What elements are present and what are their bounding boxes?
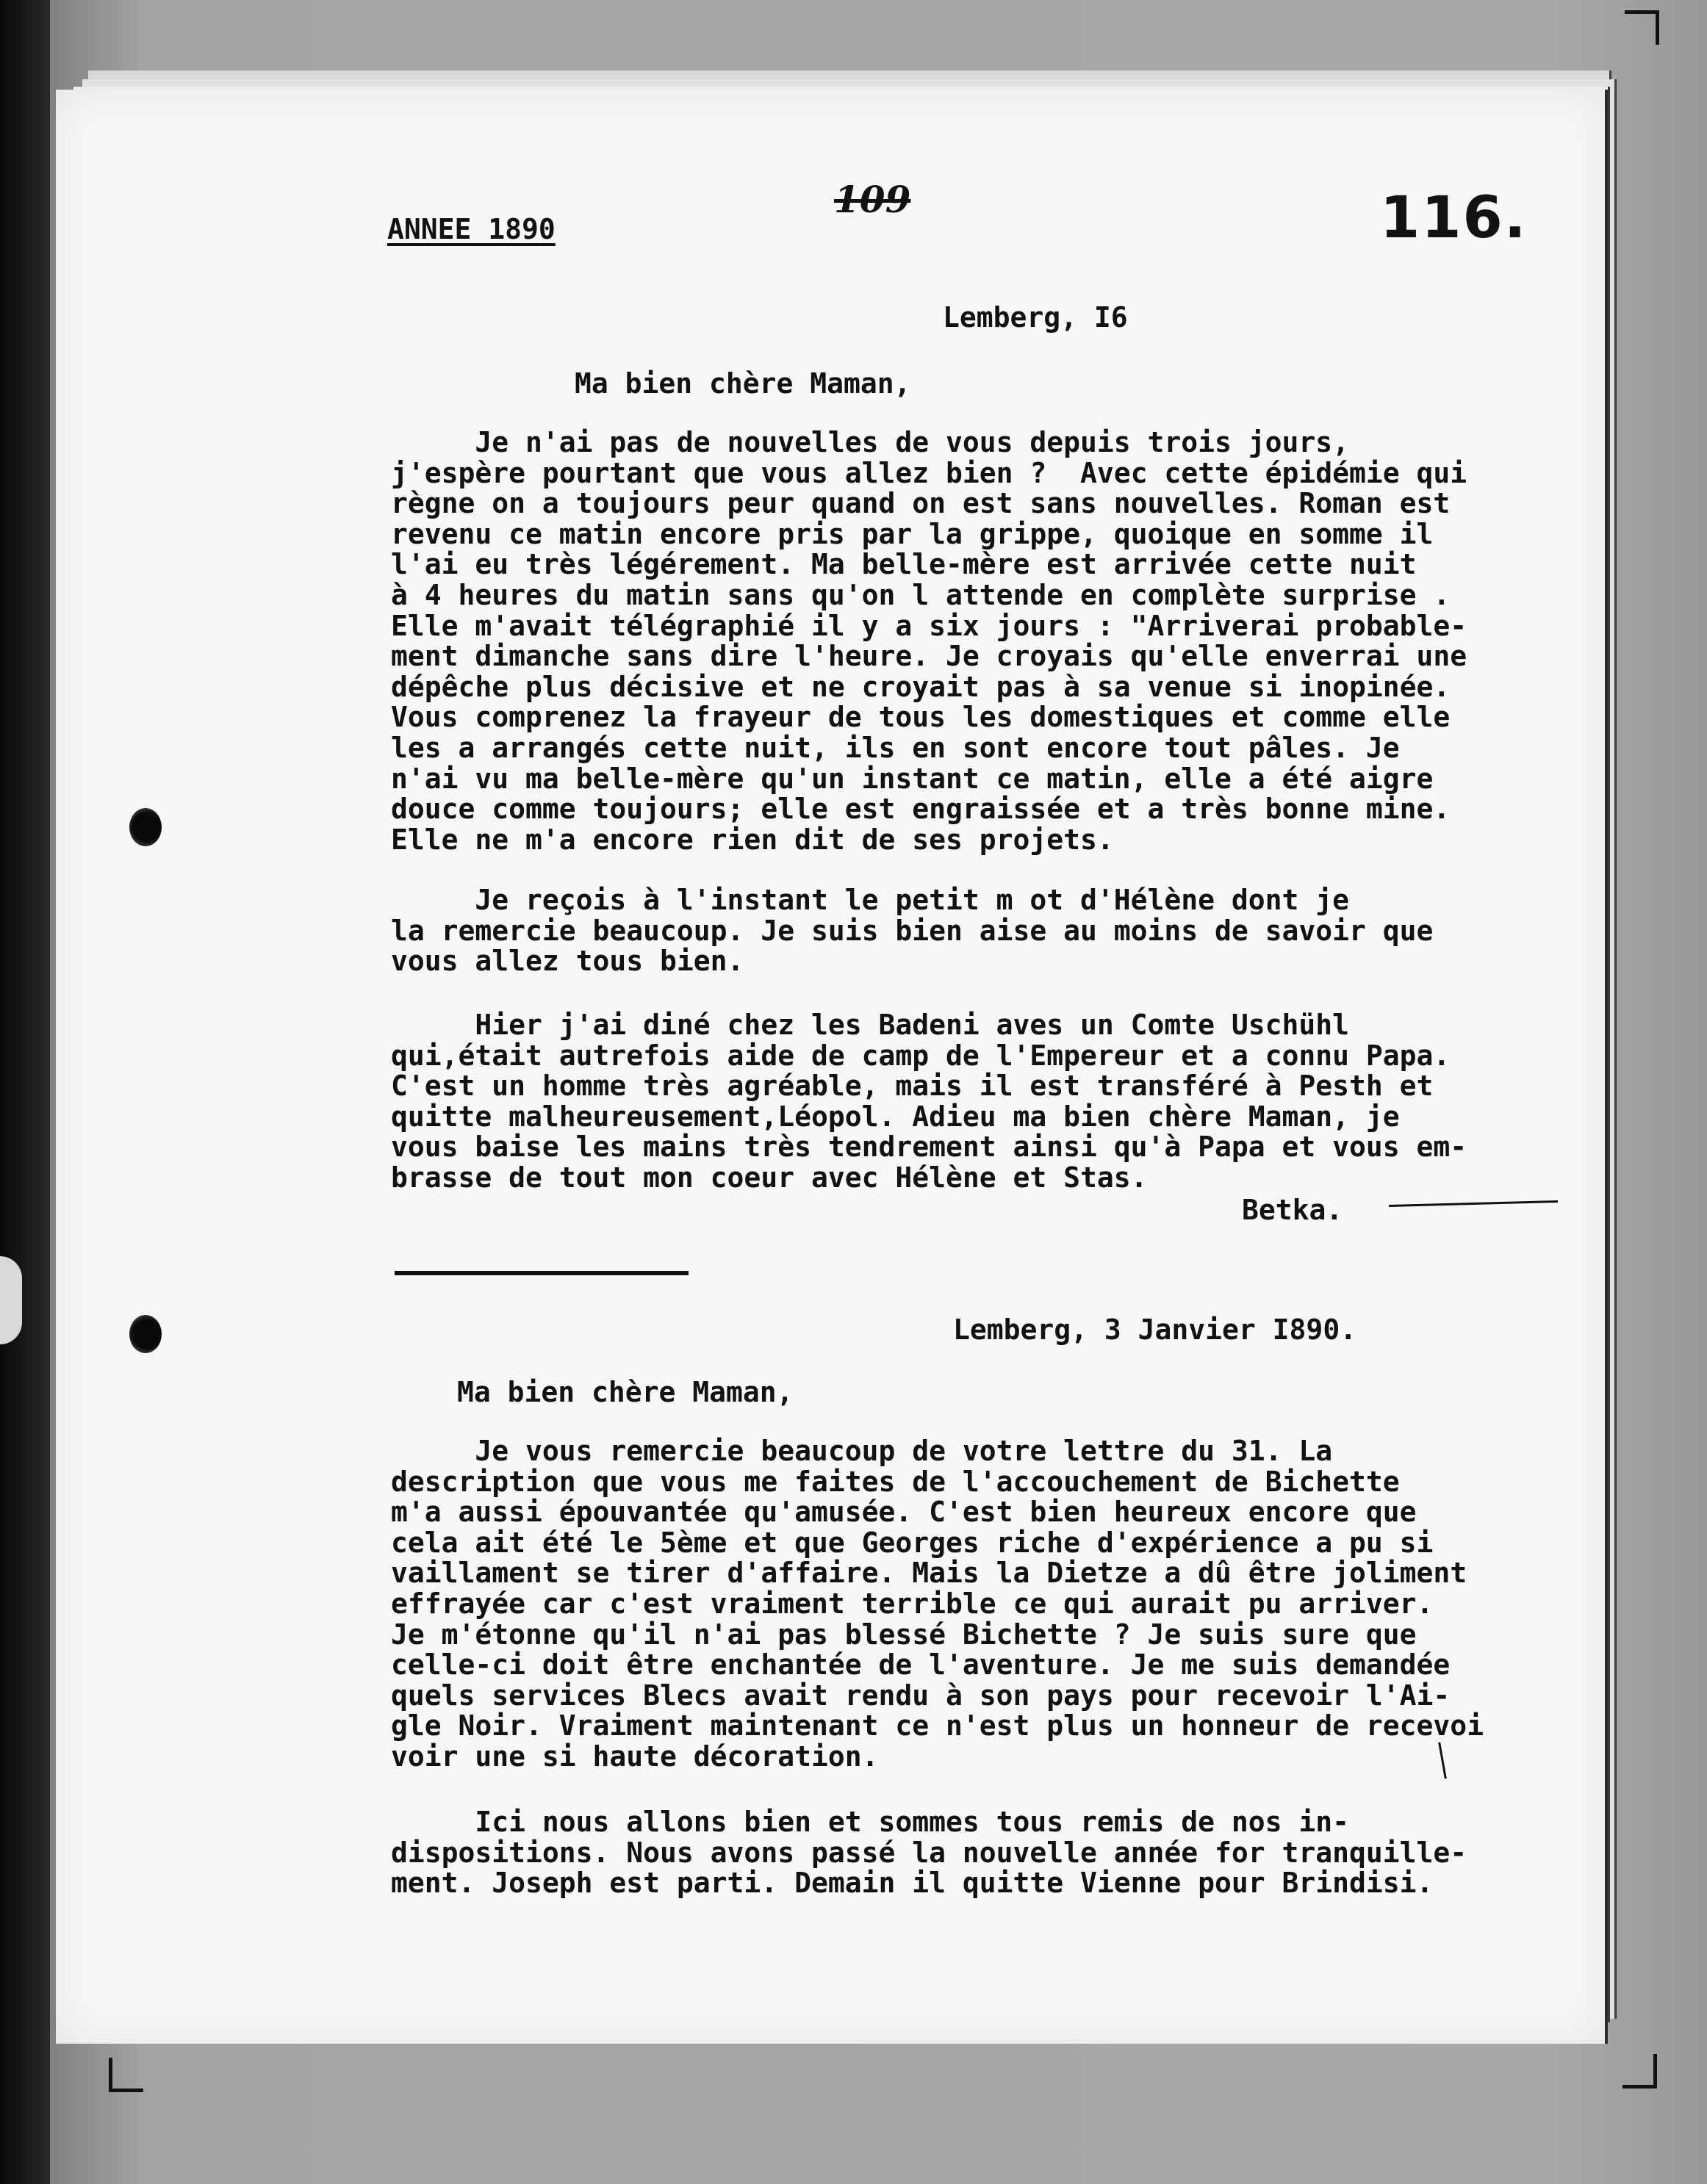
- text-line: Je m'étonne qu'il n'ai pas blessé Bichette ? Je suis sure que: [391, 1618, 1417, 1651]
- text-line: Je n'ai pas de nouvelles de vous depuis trois jours,: [391, 426, 1350, 458]
- text-line: qui,était autrefois aide de camp de l'Empereur et a connu Papa.: [391, 1039, 1451, 1072]
- year-header: ANNEE 1890: [387, 213, 556, 245]
- text-line: vous allez tous bien.: [391, 945, 744, 978]
- letter-1-paragraph-3: [391, 1010, 1596, 1194]
- text-line: vous baise les mains très tendrement ainsi qu'à Papa et vous em-: [391, 1131, 1467, 1164]
- text-line: dispositions. Nous avons passé la nouvelle année for tranquille-: [391, 1836, 1467, 1869]
- text-line: les a arrangés cette nuit, ils en sont encore tout pâles. Je: [391, 731, 1400, 764]
- text-line: celle-ci doit être enchantée de l'aventure. Je me suis demandée: [391, 1648, 1451, 1682]
- struck-folio-number: 109: [834, 178, 911, 221]
- text-line: ment. Joseph est parti. Demain il quitte Vienne pour Brindisi.: [391, 1867, 1434, 1900]
- text-line: quitte malheureusement,Léopol. Adieu ma bien chère Maman, je: [391, 1100, 1400, 1133]
- letter-1-signature: Betka.: [1242, 1194, 1343, 1226]
- text-line: à 4 heures du matin sans qu'on l attende en complète surprise .: [391, 578, 1451, 611]
- letter-2-paragraph-2: [391, 1807, 1596, 1899]
- letter-2-paragraph-1: [391, 1436, 1596, 1773]
- text-line: effrayée car c'est vraiment terrible ce qui aurait pu arriver.: [391, 1587, 1434, 1620]
- letter-1-salutation: Ma bien chère Maman,: [575, 367, 911, 400]
- text-line: ment dimanche sans dire l'heure. Je croyais qu'elle enverrai une: [391, 640, 1467, 673]
- text-line: Ici nous allons bien et sommes tous remis de nos in-: [391, 1806, 1350, 1838]
- letter-2-dateline: Lemberg, 3 Janvier I890.: [953, 1313, 1357, 1346]
- text-line: Hier j'ai diné chez les Badeni aves un Comte Uschühl: [391, 1009, 1350, 1041]
- text-line: dépêche plus décisive et ne croyait pas à sa venue si inopinée.: [391, 670, 1451, 703]
- letter-1-dateline: Lemberg, I6: [943, 301, 1128, 334]
- text-line: règne on a toujours peur quand on est sans nouvelles. Roman est: [391, 487, 1451, 520]
- text-line: voir une si haute décoration.: [391, 1740, 879, 1773]
- text-line: C'est un homme très agréable, mais il est transféré à Pesth et: [391, 1070, 1434, 1103]
- text-line: m'a aussi épouvantée qu'amusée. C'est bien heureux encore que: [391, 1496, 1417, 1529]
- text-line: quels services Blecs avait rendu à son pays pour recevoir l'Ai-: [391, 1679, 1451, 1712]
- text-line: vaillament se tirer d'affaire. Mais la Dietze a dû être joliment: [391, 1557, 1467, 1590]
- text-line: l'ai eu très légérement. Ma belle-mère est arrivée cette nuit: [391, 548, 1417, 581]
- text-line: gle Noir. Vraiment maintenant ce n'est plus un honneur de recevoi: [391, 1709, 1484, 1742]
- text-line: la remercie beaucoup. Je suis bien aise au moins de savoir que: [391, 914, 1434, 947]
- handwritten-stroke: [1389, 1200, 1558, 1207]
- letter-2-salutation: Ma bien chère Maman,: [457, 1376, 794, 1408]
- text-line: Elle ne m'a encore rien dit de ses projets.: [391, 823, 1114, 856]
- text-line: n'ai vu ma belle-mère qu'un instant ce matin, elle a été aigre: [391, 762, 1434, 795]
- text-line: Je reçois à l'instant le petit m ot d'Hélène dont je: [391, 884, 1350, 916]
- text-line: douce comme toujours; elle est engraissée et a très bonne mine.: [391, 793, 1451, 826]
- text-line: Je vous remercie beaucoup de votre lettre du 31. La: [391, 1435, 1333, 1467]
- text-line: j'espère pourtant que vous allez bien ? Avec cette épidémie qui: [391, 456, 1467, 489]
- text-line: description que vous me faites de l'accouchement de Bichette: [391, 1465, 1400, 1498]
- letter-1-paragraph-1: [391, 428, 1596, 855]
- folio-number: 116.: [1380, 185, 1528, 251]
- letter-divider: [395, 1271, 689, 1275]
- text-line: Vous comprenez la frayeur de tous les domestiques et comme elle: [391, 701, 1451, 734]
- text-line: Elle m'avait télégraphié il y a six jours : "Arriverai probable-: [391, 609, 1467, 642]
- letter-1-paragraph-2: [391, 885, 1596, 977]
- text-line: cela ait été le 5ème et que Georges riche d'expérience a pu si: [391, 1526, 1434, 1559]
- text-line: brasse de tout mon coeur avec Hélène et Stas.: [391, 1161, 1148, 1194]
- text-line: revenu ce matin encore pris par la grippe, quoique en somme il: [391, 517, 1434, 550]
